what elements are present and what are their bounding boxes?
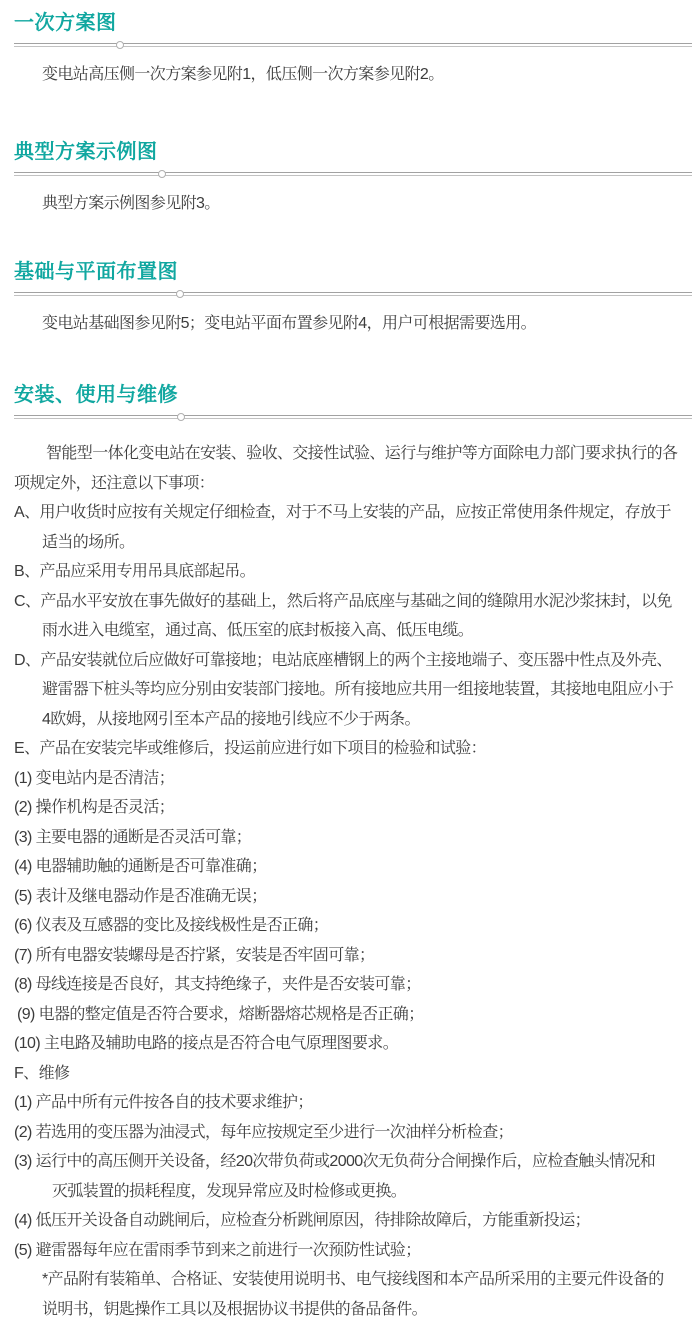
- body-line: *产品附有装箱单、合格证、安装使用说明书、电气接线图和本产品所采用的主要元件设备的: [14, 1265, 695, 1295]
- body-line: A、用户收货时应按有关规定仔细检查，对于不马上安装的产品，应按正常使用条件规定，存放于: [14, 498, 695, 528]
- section-divider: [14, 169, 695, 181]
- section-typical-scheme: [14, 141, 695, 213]
- section-foundation-layout: [14, 261, 695, 333]
- body-line: 项规定外，还注意以下事项：: [14, 469, 695, 499]
- body-line: (1) 产品中所有元件按各自的技术要求维护；: [14, 1088, 695, 1118]
- section-paragraph: 典型方案示例图参见附3。: [14, 194, 695, 213]
- body-line: 灭弧装置的损耗程度，发现异常应及时检修或更换。: [14, 1177, 695, 1207]
- body-line: D、产品安装就位后应做好可靠接地；电站底座槽钢上的两个主接地端子、变压器中性点及外壳、: [14, 646, 695, 676]
- body-line: 雨水进入电缆室，通过高、低压室的底封板接入高、低压电缆。: [14, 616, 695, 646]
- body-line: (7) 所有电器安装螺母是否拧紧，安装是否牢固可靠；: [14, 941, 695, 971]
- body-line: (4) 电器辅助触的通断是否可靠准确；: [14, 852, 695, 882]
- section-divider: [14, 412, 695, 424]
- body-line: (1) 变电站内是否清洁；: [14, 764, 695, 794]
- divider-circle-icon: [177, 413, 185, 421]
- body-line: (5) 避雷器每年应在雷雨季节到来之前进行一次预防性试验；: [14, 1236, 695, 1266]
- body-line: E、产品在安装完毕或维修后，投运前应进行如下项目的检验和试验：: [14, 734, 695, 764]
- section-divider: [14, 289, 695, 301]
- body-line: (4) 低压开关设备自动跳闸后，应检查分析跳闸原因，待排除故障后，方能重新投运；: [14, 1206, 695, 1236]
- section-title: 典型方案示例图: [14, 141, 695, 163]
- body-line: (2) 操作机构是否灵活；: [14, 793, 695, 823]
- body-line: C、产品水平安放在事先做好的基础上，然后将产品底座与基础之间的缝隙用水泥沙浆抹封，以免: [14, 587, 695, 617]
- divider-circle-icon: [116, 41, 124, 49]
- body-line: 4欧姆，从接地网引至本产品的接地引线应不少于两条。: [14, 705, 695, 735]
- body-line: (5) 表计及继电器动作是否准确无误；: [14, 882, 695, 912]
- body-line: (3) 运行中的高压侧开关设备，经20次带负荷或2000次无负荷分合闸操作后，应检查触头情况和: [14, 1147, 695, 1177]
- body-line: (10) 主电路及辅助电路的接点是否符合电气原理图要求。: [14, 1029, 695, 1059]
- body-line: (9) 电器的整定值是否符合要求，熔断器熔芯规格是否正确；: [14, 1000, 695, 1030]
- body-line: F、维修: [14, 1059, 695, 1089]
- divider-double-line: [14, 415, 692, 419]
- section-paragraph: 变电站高压侧一次方案参见附1，低压侧一次方案参见附2。: [14, 65, 695, 84]
- section-primary-scheme: [14, 12, 695, 84]
- divider-circle-icon: [158, 170, 166, 178]
- body-line: (3) 主要电器的通断是否灵活可靠；: [14, 823, 695, 853]
- divider-double-line: [14, 172, 692, 176]
- body-line: B、产品应采用专用吊具底部起吊。: [14, 557, 695, 587]
- section-title: 一次方案图: [14, 12, 695, 34]
- section-install-use-maintain: [14, 384, 695, 1324]
- body-line: (2) 若选用的变压器为油浸式，每年应按规定至少进行一次油样分析检查；: [14, 1118, 695, 1148]
- divider-circle-icon: [176, 290, 184, 298]
- body-line: 避雷器下桩头等均应分别由安装部门接地。所有接地应共用一组接地装置，其接地电阻应小于: [14, 675, 695, 705]
- section-paragraph: 变电站基础图参见附5；变电站平面布置参见附4，用户可根据需要选用。: [14, 314, 695, 333]
- body-line: (6) 仪表及互感器的变比及接线极性是否正确；: [14, 911, 695, 941]
- divider-double-line: [14, 292, 692, 296]
- section-title: 基础与平面布置图: [14, 261, 695, 283]
- body-line: (8) 母线连接是否良好，其支持绝缘子，夹件是否安装可靠；: [14, 970, 695, 1000]
- body-line: 适当的场所。: [14, 528, 695, 558]
- body-line: 智能型一体化变电站在安装、验收、交接性试验、运行与维护等方面除电力部门要求执行的各: [14, 439, 695, 469]
- body-line: 说明书，钥匙操作工具以及根据协议书提供的备品备件。: [14, 1295, 695, 1324]
- section-title: 安装、使用与维修: [14, 384, 695, 406]
- section-divider: [14, 40, 695, 52]
- body-text: [14, 439, 695, 1324]
